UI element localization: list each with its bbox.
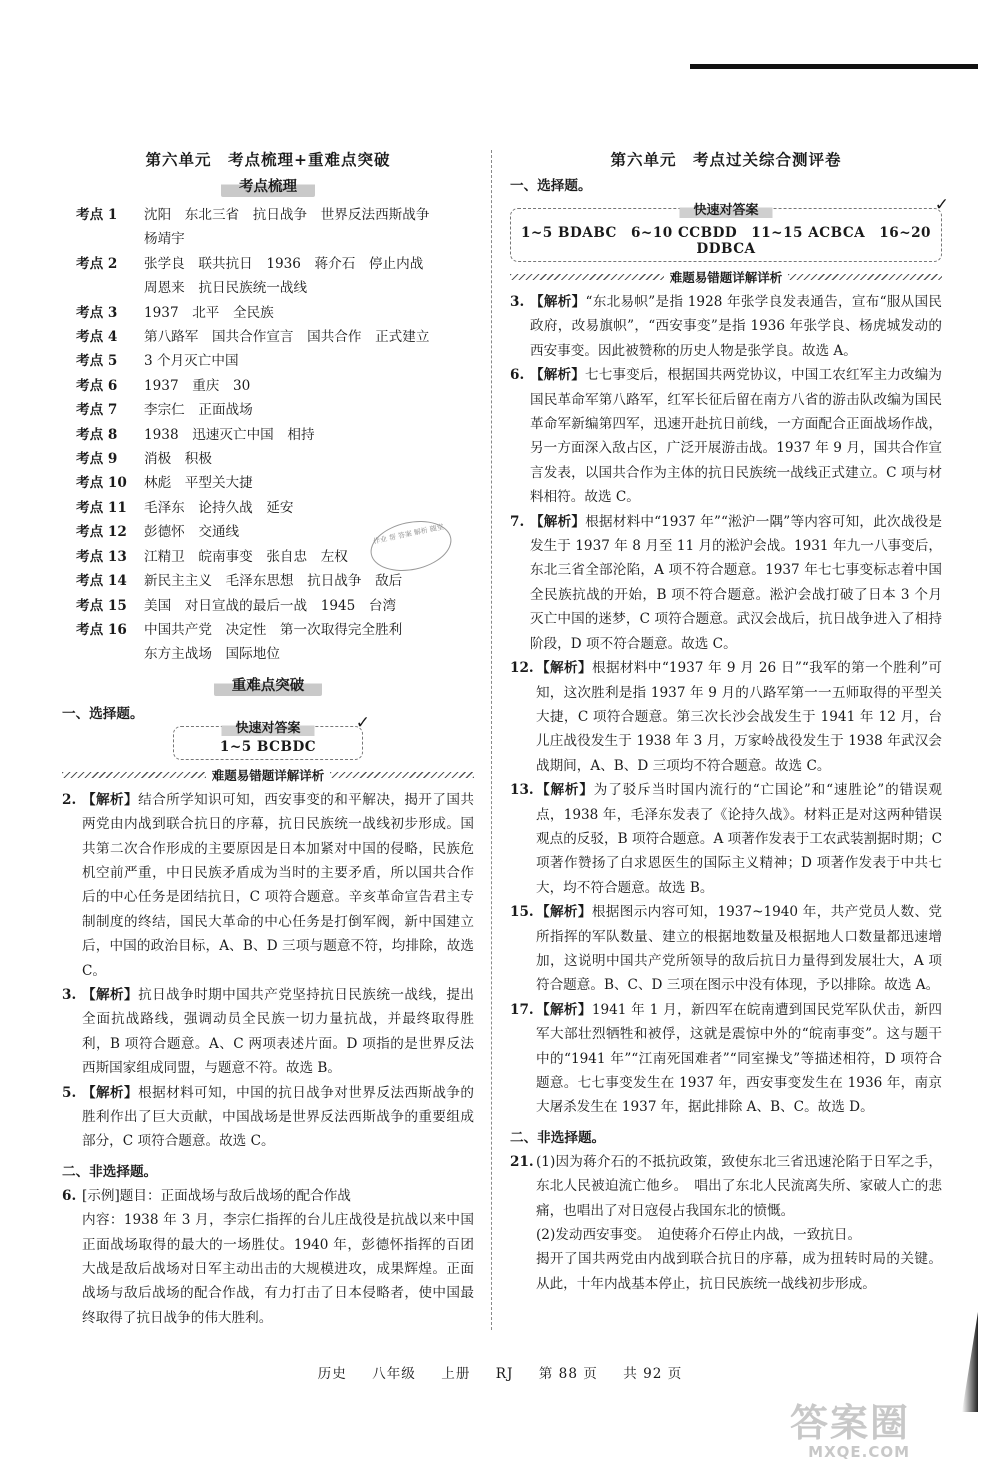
kaodian-value: 1937 北平 全民族 [144, 304, 274, 321]
q6-number: 6. [62, 1187, 77, 1204]
zhongnan-badge: 重难点突破 [214, 673, 323, 696]
analysis-text [536, 778, 942, 900]
kaodian-row [62, 594, 474, 618]
analysis-item [510, 998, 942, 1120]
kaodian-row [62, 569, 474, 593]
right-quick-answer-box [510, 195, 949, 262]
quick-answer-text: 1~5 BDABC 6~10 CCBDD 11~15 ACBCA 16~20 DDBCA [520, 225, 932, 257]
kaodian-label: 考点 15 [76, 597, 127, 614]
analysis-tag: 【解析】 [536, 660, 592, 677]
question-number: 6. [510, 367, 525, 384]
kaodian-row [62, 447, 474, 471]
right-section-choice: 一、选择题。 [510, 178, 592, 194]
kaodian-label: 考点 8 [76, 426, 118, 443]
analysis-tag: 【解析】 [530, 294, 586, 310]
kaodian-value: 张学良 联共抗日 1936 蒋介石 停止内战 周恩来 抗日民族统一战线 [144, 255, 424, 297]
analysis-text [530, 363, 942, 509]
kaodian-value: 新民主主义 毛泽东思想 抗日战争 敌后 [144, 573, 403, 590]
kaodian-label: 考点 1 [76, 207, 118, 223]
analysis-body: 结合所学知识可知，西安事变的和平解决，揭开了国共两党由内战到联合抗日的序幕，抗日民族统一战线初步形成。国共第二次合作形成的主要原因是日本加紧对中国的侵略，民族危机空前严重，中日民族矛盾成为当时的主要矛盾，所以国共合作后的中心任务是团结抗日，C 项符合题意。辛亥革命宣告君主专制制度的终结，国民大革命的中心任务是打倒军阀，新中国建立后，中国的政治目标，A、B、D 三项与题意不符，均排除，故选 C。 [82, 791, 475, 979]
kaodian-value: 彭德怀 交通线 [144, 524, 240, 541]
page-footer [0, 1362, 1000, 1382]
check-icon: ✓ [355, 712, 370, 733]
question-number: 5. [62, 1084, 77, 1101]
analysis-text [530, 290, 942, 363]
analysis-tag: 【解析】 [536, 1001, 592, 1018]
kaodian-label: 考点 16 [76, 621, 127, 638]
analysis-item [510, 510, 942, 656]
kaodian-value: 李宗仁 正面战场 [144, 402, 253, 419]
left-section-choice: 一、选择题。 [62, 705, 144, 722]
kaodian-label: 考点 9 [76, 451, 118, 468]
watermark-logo: 答案圈 MXQE.COM [790, 1401, 911, 1461]
analysis-item [510, 656, 942, 778]
question-number: 3. [62, 986, 77, 1003]
kaodian-row [62, 349, 474, 373]
analysis-tag: 【解析】 [82, 1084, 139, 1101]
quick-answer-title: 快速对答案 [679, 199, 772, 218]
kaodian-row [62, 203, 474, 252]
question-number: 7. [510, 513, 525, 530]
kaodian-row [62, 618, 474, 667]
kaodian-value: 第八路军 国共合作宣言 国共合作 正式建立 [144, 329, 430, 346]
q21-part3: 揭开了国共两党由内战到联合抗日的序幕，成为扭转时局的关键。从此，十年内战基本停止，抗日民族统一战线初步形成。 [536, 1251, 942, 1292]
kaodian-row [62, 325, 474, 349]
question-number: 15. [510, 904, 534, 921]
kaodian-value: 林彪 平型关大捷 [144, 475, 253, 492]
analysis-title: 难题易错题详解详析 [211, 767, 325, 783]
q6-body: 内容：1938 年 3 月，李宗仁指挥的台儿庄战役是抗战以来中国正面战场取得的最大的一场胜仗。1940 年，彭德怀指挥的百团大战是敌后战场对日军主动出击的大规模进攻，成果辉煌。正面战场与敌后战场的配合作战，有力打击了日本侵略者，使中国最终取得了抗日战争的伟大胜利。 [82, 1212, 474, 1326]
column-divider [491, 150, 492, 1330]
analysis-item [62, 788, 474, 983]
analysis-tag: 【解析】 [536, 782, 594, 799]
quick-answer-text: 1~5 BCBDC [219, 738, 317, 755]
kaodian-list [62, 203, 474, 667]
analysis-text [82, 983, 474, 1081]
analysis-tag: 【解析】 [82, 986, 139, 1003]
kaodian-label: 考点 4 [76, 329, 118, 346]
kaodian-value: 1937 重庆 30 [144, 377, 251, 394]
footer-page: 第 88 页 [538, 1366, 598, 1382]
right-section-nonchoice: 二、非选择题。 [510, 1129, 606, 1146]
kaodian-value: 1938 迅速灭亡中国 相持 [144, 426, 315, 443]
analysis-body: 根据材料中“1937 年 9 月 26 日”“我军的第一个胜利”可知，这次胜利是指 1937 年 9 月的八路军第一一五师取得的平型关大捷，C 项符合题意。第三次长沙会战发生于 1941 年 12 月，台儿庄战役发生于 1938 年 3 月，万家岭战役发生于 1938 年武汉会战期间，A、B、D 三项均不符合题意。故选 C。 [536, 660, 943, 774]
analysis-body: 1941 年 1 月，新四军在皖南遭到国民党军队伏击，新四军大部壮烈牺牲和被俘，这就是震惊中外的“皖南事变”。这与题干中的“1941 年”“江南死国难者”“同室操戈”等描述相符，D 项符合题意。七七事变发生在 1937 年，西安事变发生在 1936 年，南京大屠杀发生在 1937 年，据此排除 A、B、C。故选 D。 [536, 1001, 942, 1116]
kaodian-value: 沈阳 东北三省 抗日战争 世界反法西斯战争 杨靖宇 [144, 207, 430, 248]
analysis-body: 为了驳斥当时国内流行的“亡国论”和“速胜论”的错误观点，1938 年，毛泽东发表了《论持久战》。材料正是对这两种错误观点的反驳，B 项符合题意。A 项著作发表于工农武装割据时期；C 项著作赞扬了白求恩医生的国际主义精神；D 项著作发表于中共七大，均不符合题意。故选 B。 [536, 782, 943, 896]
analysis-text [536, 998, 942, 1120]
kaodian-value: 美国 对日宣战的最后一战 1945 台湾 [144, 597, 397, 614]
analysis-text [536, 656, 942, 778]
kaodian-row [62, 496, 474, 520]
kaodian-label: 考点 11 [76, 499, 127, 516]
check-icon: ✓ [934, 195, 949, 215]
zigzag-divider [788, 274, 942, 280]
kaodian-row [62, 301, 474, 325]
q21-number: 21. [510, 1153, 534, 1170]
kaodian-value: 江精卫 皖南事变 张自忠 左权 [144, 548, 348, 565]
right-analysis-list [510, 290, 942, 1120]
q21-item [510, 1150, 942, 1223]
analysis-item [510, 900, 942, 998]
stamp-logo: 作业 帮 答案 解析 随堂 [366, 514, 456, 578]
quick-answer-title: 快速对答案 [221, 717, 314, 736]
analysis-body: 抗日战争时期中国共产党坚持抗日民族统一战线，提出全面抗战路线，强调动员全民族一切力量抗战，并最终取得胜利，B 项符合题意。A、C 两项表述片面。D 项指的是世界反法西斯国家组成同盟，与题意不符。故选 B。 [82, 986, 475, 1077]
top-rule [690, 64, 978, 69]
kaodian-row [62, 374, 474, 398]
q6-item [62, 1184, 474, 1208]
q21-part1: (1)因为蒋介石的不抵抗政策，致使东北三省迅速沦陷于日军之手，东北人民被迫流亡他乡。 唱出了东北人民流离失所、家破人亡的悲痛，也唱出了对日寇侵占我国东北的愤慨。 [536, 1153, 942, 1219]
analysis-text [82, 788, 474, 983]
kaodian-label: 考点 5 [76, 353, 118, 370]
footer-edition: RJ [495, 1366, 514, 1382]
analysis-item [510, 778, 942, 900]
footer-subject: 历史 [317, 1366, 347, 1382]
zigzag-divider [62, 772, 206, 778]
kaodian-label: 考点 10 [76, 475, 127, 492]
kaodian-row [62, 252, 474, 301]
analysis-item [62, 983, 474, 1081]
analysis-tag: 【解析】 [530, 367, 585, 384]
kaodian-row [62, 398, 474, 422]
analysis-body: 七七事变后，根据国共两党协议，中国工农红军主力改编为国民革命军第八路军，红军长征后留在南方八省的游击队改编为国民革命军新编第四军，迅速开赴抗日前线，一方面配合正面战场作战，另一方面深入敌占区，广泛开展游击战。1937 年 9 月，国共合作宣言发表，以国共合作为主体的抗日民族统一战线正式建立。C 项与材料相符。故选 C。 [530, 367, 942, 506]
kaodian-label: 考点 13 [76, 548, 127, 565]
analysis-item [510, 363, 942, 509]
q6-heading: [示例]题目：正面战场与敌后战场的配合作战 [82, 1187, 351, 1204]
analysis-tag: 【解析】 [82, 791, 139, 808]
analysis-text [530, 510, 942, 656]
left-analysis-header [62, 766, 474, 784]
kaodian-label: 考点 2 [76, 255, 118, 272]
question-number: 2. [62, 791, 77, 808]
analysis-tag: 【解析】 [536, 904, 592, 921]
left-analysis-list [62, 788, 474, 1154]
kaodian-value: 3 个月灭亡中国 [144, 353, 239, 370]
analysis-body: 根据材料中“1937 年”“淞沪一隅”等内容可知，此次战役是发生于 1937 年 8 月至 11 月的淞沪会战。1931 年九一八事变后，东北三省全部沦陷，A 项不符合题意。1937 年七七事变标志着中国全民族抗战的开始，B 项不符合题意。淞沪会战打破了日本 3 个月灭亡中国的迷梦，C 项符合题意。武汉会战后，抗日战争进入了相持阶段，D 项不符合题意。故选 C。 [530, 513, 943, 652]
kaodian-label: 考点 12 [76, 524, 127, 541]
kaodian-label: 考点 6 [76, 377, 118, 394]
kaodian-row [62, 423, 474, 447]
right-analysis-header [510, 268, 942, 286]
kaodian-label: 考点 14 [76, 573, 127, 590]
left-column [62, 148, 474, 1330]
question-number: 3. [510, 294, 525, 310]
footer-total: 共 92 页 [623, 1366, 683, 1382]
analysis-tag: 【解析】 [530, 513, 586, 530]
left-quick-answer-box [173, 712, 370, 760]
analysis-text [536, 900, 942, 998]
analysis-item [62, 1081, 474, 1154]
kaodian-value: 毛泽东 论持久战 延安 [144, 499, 294, 516]
left-title: 第六单元 考点梳理+重难点突破 [145, 150, 391, 169]
question-number: 12. [510, 660, 534, 677]
kaodian-label: 考点 7 [76, 402, 118, 419]
kaodian-value: 中国共产党 决定性 第一次取得完全胜利 东方主战场 国际地位 [144, 621, 403, 663]
analysis-body: 根据材料可知，中国的抗日战争对世界反法西斯战争的胜利作出了巨大贡献，中国战场是世界反法西斯战争的重要组成部分，C 项符合题意。故选 C。 [82, 1084, 475, 1150]
right-title: 第六单元 考点过关综合测评卷 [610, 150, 842, 169]
question-number: 17. [510, 1001, 534, 1018]
analysis-text [82, 1081, 474, 1154]
footer-grade: 八年级 [372, 1366, 416, 1382]
analysis-body: “东北易帜”是指 1928 年张学良发表通告，宣布“服从国民政府，改易旗帜”，“西安事变”是指 1936 年张学良、杨虎城发动的西安事变。因此被赞称的历史人物是张学良。故选 A。 [530, 294, 943, 359]
kaodian-badge: 考点梳理 [221, 174, 315, 197]
question-number: 13. [510, 782, 534, 799]
q21-part2: (2)发动西安事变。 迫使蒋介石停止内战，一致抗日。 [536, 1227, 862, 1244]
zigzag-divider [330, 772, 474, 778]
kaodian-label: 考点 3 [76, 304, 118, 321]
analysis-item [510, 290, 942, 363]
analysis-body: 根据图示内容可知，1937~1940 年，共产党员人数、党所指挥的军队数量、建立的根据地数量及根据地人口数量都迅速增加，这说明中国共产党所领导的敌后抗日力量得到发展壮大，A 项符合题意。B、C、D 三项在图示中没有体现，予以排除。故选 A。 [536, 904, 942, 994]
left-section-nonchoice: 二、非选择题。 [62, 1163, 158, 1180]
right-column [510, 148, 949, 1296]
kaodian-row [62, 471, 474, 495]
kaodian-value: 消极 积极 [144, 451, 212, 468]
analysis-title: 难题易错题详解详析 [669, 270, 783, 285]
footer-volume: 上册 [441, 1366, 471, 1382]
zigzag-divider [510, 274, 664, 280]
